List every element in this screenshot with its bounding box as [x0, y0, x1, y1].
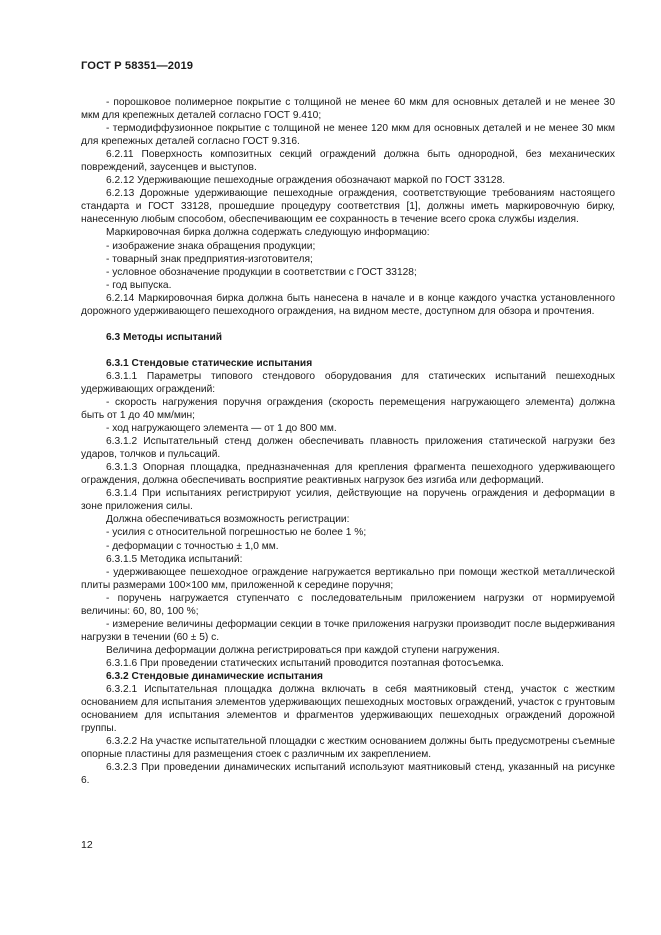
paragraph: 6.3.1.6 При проведении статических испытаний проводится поэтапная фотосъемка.	[106, 657, 504, 669]
list-item: - усилия с относительной погрешностью не более 1 %;	[106, 527, 367, 539]
paragraph: 6.2.14 Маркировочная бирка должна быть нанесена в начале и в конце каждого участка установленного дорожного удерживающего пешеходного ограждения, на видном месте, доступном для обзора и прочтения.	[81, 292, 615, 317]
paragraph: 6.3.2.3 При проведении динамических испытаний используют маятниковый стенд, указанный на рисунке 6.	[81, 762, 615, 787]
list-item: - условное обозначение продукции в соответствии с ГОСТ 33128;	[106, 266, 417, 278]
section-gap	[81, 344, 615, 357]
subsection-heading: 6.3.2 Стендовые динамические испытания	[106, 670, 323, 682]
list-item: - год выпуска.	[106, 279, 172, 291]
list-item: - изображение знака обращения продукции;	[106, 240, 316, 252]
list-item: - измерение величины деформации секции в точке приложения нагрузки производит после выдерживания нагрузки в течении (60 ± 5) с.	[81, 618, 615, 643]
paragraph: Должна обеспечиваться возможность регистрации:	[106, 514, 350, 526]
paragraph: Маркировочная бирка должна содержать следующую информацию:	[106, 227, 430, 239]
page-number: 12	[81, 839, 93, 851]
paragraph: 6.3.1.3 Опорная площадка, предназначенная для крепления фрагмента пешеходного удерживающего ограждения, должна обеспечивать восприятие реактивных нагрузок без изгиба или деформаций.	[81, 462, 615, 487]
list-item: - скорость нагружения поручня ограждения (скорость перемещения нагружающего элемента) должна быть от 1 до 40 мм/мин;	[81, 396, 615, 422]
paragraph: - термодиффузионное покрытие с толщиной не менее 120 мкм для основных деталей и не менее 30 мкм для крепежных деталей согласно ГОСТ 9.316.	[81, 123, 615, 148]
page-header: ГОСТ Р 58351—2019	[81, 60, 194, 72]
document-body	[81, 96, 615, 787]
paragraph: 6.2.12 Удерживающие пешеходные ограждения обозначают маркой по ГОСТ 33128.	[106, 175, 506, 187]
list-item: - поручень нагружается ступенчато с последовательным приложением нагрузки от нормируемой величины: 60, 80, 100 %;	[81, 592, 615, 617]
paragraph: 6.3.2.2 На участке испытательной площадки с жестким основанием должны быть предусмотрены съемные опорные пластины для размещения стоек с различным их закреплением.	[81, 736, 615, 761]
paragraph: 6.3.1.4 При испытаниях регистрируют усилия, действующие на поручень ограждения и деформации в зоне приложения силы.	[81, 488, 615, 513]
paragraph: - порошковое полимерное покрытие с толщиной не менее 60 мкм для основных деталей и не менее 30 мкм для крепежных деталей согласно ГОСТ 9.410;	[81, 97, 615, 122]
paragraph: 6.3.1.5 Методика испытаний:	[106, 553, 243, 565]
subsection-heading: 6.3.1 Стендовые статические испытания	[106, 357, 313, 369]
list-item: - удерживающее пешеходное ограждение нагружается вертикально при помощи жесткой металлической плиты размерами 100×100 мм, приложенной к середине поручня;	[81, 566, 615, 591]
paragraph: 6.3.1.2 Испытательный стенд должен обеспечивать плавность приложения статической нагрузки без ударов, толчков и пульсаций.	[81, 436, 615, 461]
paragraph: 6.3.1.1 Параметры типового стендового оборудования для статических испытаний пешеходных удерживающих ограждений:	[81, 370, 615, 395]
list-item: - товарный знак предприятия-изготовителя;	[106, 253, 313, 265]
paragraph: 6.3.2.1 Испытательная площадка должна включать в себя маятниковый стенд, участок с жестким основанием для испытания элементов удерживающих пешеходных мостовых ограждений, участок с грунтовым основанием для испытания элементов и фрагментов удерживающих пешеходных ограждений дорожной группы.	[81, 684, 615, 735]
paragraph: 6.2.13 Дорожные удерживающие пешеходные ограждения, соответствующие требованиям настоящего стандарта и ГОСТ 33128, прошедшие процедуру соответствия [1], должны иметь маркировочную бирку, нанесенную любым способом, обеспечивающим ее сохранность в течение всего срока службы изделия.	[81, 188, 615, 226]
section-gap	[81, 318, 615, 331]
section-heading: 6.3 Методы испытаний	[106, 331, 223, 343]
paragraph: 6.2.11 Поверхность композитных секций ограждений должна быть однородной, без механических повреждений, заусенцев и выступов.	[81, 149, 615, 174]
paragraph: Величина деформации должна регистрироваться при каждой ступени нагружения.	[106, 644, 500, 656]
list-item: - деформации с точностью ± 1,0 мм.	[106, 540, 279, 552]
list-item: - ход нагружающего элемента — от 1 до 800 мм.	[106, 423, 337, 435]
